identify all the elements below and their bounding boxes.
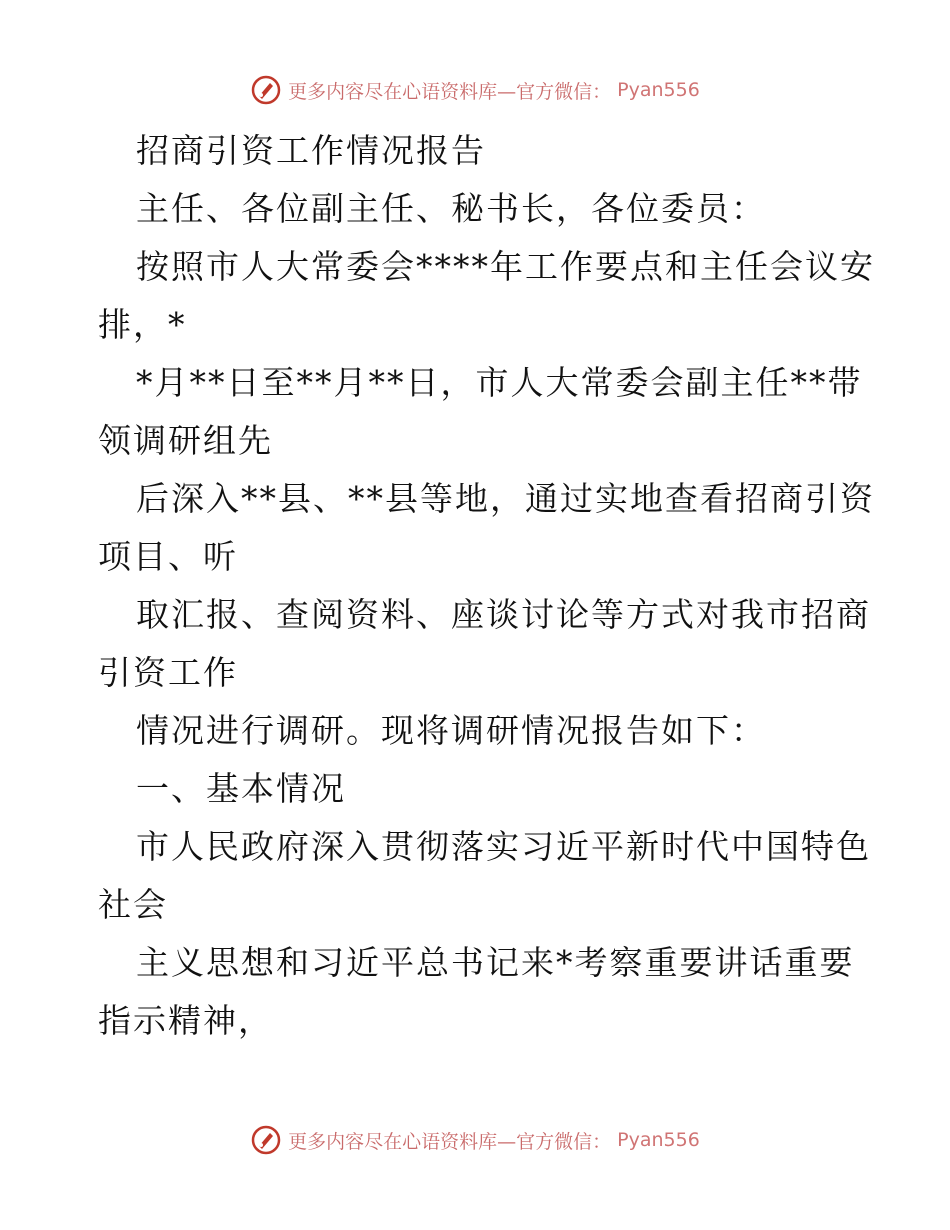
text-line: 按照市人大常委会****年工作要点和主任会议安 (136, 247, 875, 286)
text-line: 主任、各位副主任、秘书长，各位委员： (136, 189, 766, 228)
text-line: 市人民政府深入贯彻落实习近平新时代中国特色 (136, 827, 871, 866)
pen-seal-icon (250, 1124, 282, 1156)
text-line: 取汇报、查阅资料、座谈讨论等方式对我市招商 (136, 595, 871, 634)
text-line: *月**日至**月**日，市人大常委会副主任**带 (136, 363, 863, 402)
text-line: 排，* (98, 305, 187, 344)
text-line: 情况进行调研。现将调研情况报告如下： (136, 711, 766, 750)
header-watermark (0, 74, 950, 106)
text-line: 招商引资工作情况报告 (136, 131, 486, 170)
document-body (98, 122, 875, 1050)
watermark-text: 更多内容尽在心语资料库—官方微信： (288, 1130, 612, 1153)
text-line: 一、基本情况 (136, 769, 346, 808)
text-line: 指示精神， (98, 1001, 273, 1040)
text-line: 引资工作 (98, 653, 238, 692)
footer-watermark (0, 1124, 950, 1156)
watermark-account: Pyan556 (617, 79, 700, 101)
watermark-account: Pyan556 (617, 1129, 700, 1151)
text-line: 领调研组先 (98, 421, 273, 460)
text-line: 项目、听 (98, 537, 238, 576)
text-line: 后深入**县、**县等地，通过实地查看招商引资 (136, 479, 875, 518)
watermark-text: 更多内容尽在心语资料库—官方微信： (288, 80, 612, 103)
text-line: 主义思想和习近平总书记来*考察重要讲话重要 (136, 943, 855, 982)
text-line: 社会 (98, 885, 168, 924)
pen-seal-icon (250, 74, 282, 106)
